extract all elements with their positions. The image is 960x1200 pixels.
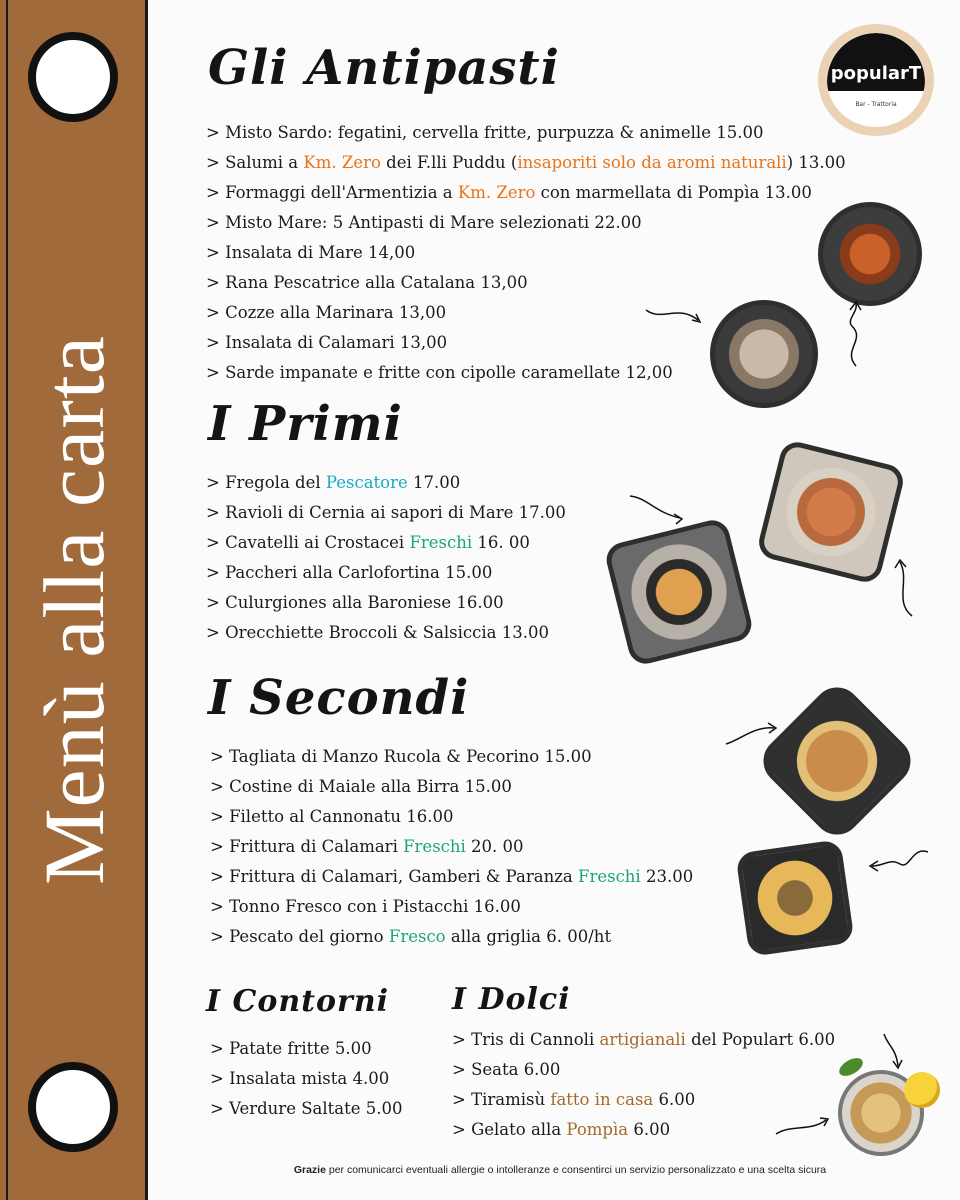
dish-photo-frittura-calamari: [754, 678, 921, 845]
logo-inner: [827, 33, 925, 127]
dolci-title: I Dolci: [452, 982, 571, 1017]
dish-photo-tonno-patate: [735, 839, 854, 957]
secondi-item: > Costine di Maiale alla Birra 15.00: [210, 777, 512, 796]
dish-photo-fregola: [755, 439, 906, 586]
antipasti-item: > Insalata di Calamari 13,00: [206, 333, 448, 352]
antipasti-item: > Formaggi dell'Armentizia a Km. Zero con marmellata di Pompìa 13.00: [206, 183, 812, 202]
contorni-item: > Verdure Saltate 5.00: [210, 1099, 403, 1118]
dolci-item: > Gelato alla Pompìa 6.00: [452, 1120, 671, 1139]
contorni-list: [210, 1034, 402, 1124]
footer-text: per comunicarci eventuali allergie o intolleranze e consentirci un servizio personalizzato e una scelta sicura: [325, 1164, 827, 1176]
primi-item: > Ravioli di Cernia ai sapori di Mare 17.00: [206, 503, 566, 522]
vertical-title: Menù alla carta: [26, 335, 122, 885]
antipasti-item: > Rana Pescatrice alla Catalana 13,00: [206, 273, 528, 292]
dolci-item: > Tris di Cannoli artigianali del Populart 6.00: [452, 1030, 836, 1049]
antipasti-item: > Sarde impanate e fritte con cipolle caramellate 12,00: [206, 363, 673, 382]
arrow-icon: [774, 1110, 834, 1138]
logo-name: popularT: [830, 63, 922, 84]
antipasti-item: > Salumi a Km. Zero dei F.lli Puddu (insaporiti solo da aromi naturali) 13.00: [206, 153, 846, 172]
arrow-icon: [866, 844, 932, 880]
antipasti-item: > Misto Mare: 5 Antipasti di Mare selezionati 22.00: [206, 213, 642, 232]
arrow-icon: [628, 492, 688, 526]
contorni-item: > Patate fritte 5.00: [210, 1039, 372, 1058]
arrow-icon: [836, 300, 876, 370]
secondi-item: > Tagliata di Manzo Rucola & Pecorino 15.00: [210, 747, 592, 766]
footer-bold: Grazie: [293, 1164, 326, 1176]
dish-photo-paccheri: [603, 517, 755, 668]
dolci-item: > Seata 6.00: [452, 1060, 561, 1079]
contorni-title: I Contorni: [206, 984, 390, 1019]
primi-item: > Paccheri alla Carlofortina 15.00: [206, 563, 493, 582]
lemon-decoration: [904, 1072, 940, 1108]
antipasti-item: > Insalata di Mare 14,00: [206, 243, 416, 262]
antipasti-item: > Cozze alla Marinara 13,00: [206, 303, 447, 322]
arrow-icon: [890, 556, 920, 620]
footer-note: [160, 1164, 960, 1176]
secondi-item: > Tonno Fresco con i Pistacchi 16.00: [210, 897, 521, 916]
arrow-icon: [724, 720, 780, 750]
secondi-item: > Frittura di Calamari, Gamberi & Paranza Freschi 23.00: [210, 867, 694, 886]
secondi-list: [210, 742, 693, 952]
primi-title: I Primi: [208, 396, 403, 452]
binder-ring-bottom: [28, 1062, 118, 1152]
secondi-title: I Secondi: [208, 670, 470, 726]
sidebar: [0, 0, 148, 1200]
antipasti-item: > Misto Sardo: fegatini, cervella fritte, purpuzza & animelle 15.00: [206, 123, 764, 142]
secondi-item: > Pescato del giorno Fresco alla griglia 6. 00/ht: [210, 927, 612, 946]
arrow-icon: [644, 300, 704, 330]
dish-photo-antipasto-fritto: [818, 202, 922, 306]
antipasti-title: Gli Antipasti: [208, 40, 560, 96]
logo-tagline: Bar - Trattoria: [855, 101, 897, 108]
primi-item: > Fregola del Pescatore 17.00: [206, 473, 461, 492]
dolci-item: > Tiramisù fatto in casa 6.00: [452, 1090, 696, 1109]
contorni-item: > Insalata mista 4.00: [210, 1069, 390, 1088]
secondi-item: > Frittura di Calamari Freschi 20. 00: [210, 837, 524, 856]
primi-item: > Culurgiones alla Baroniese 16.00: [206, 593, 504, 612]
arrow-icon: [880, 1032, 904, 1072]
primi-item: > Cavatelli ai Crostacei Freschi 16. 00: [206, 533, 530, 552]
secondi-item: > Filetto al Cannonatu 16.00: [210, 807, 454, 826]
binder-ring-top: [28, 32, 118, 122]
primi-item: > Orecchiette Broccoli & Salsiccia 13.00: [206, 623, 550, 642]
dish-photo-insalata-mare: [710, 300, 818, 408]
sidebar-border-line: [6, 0, 8, 1200]
primi-list: [206, 468, 566, 648]
